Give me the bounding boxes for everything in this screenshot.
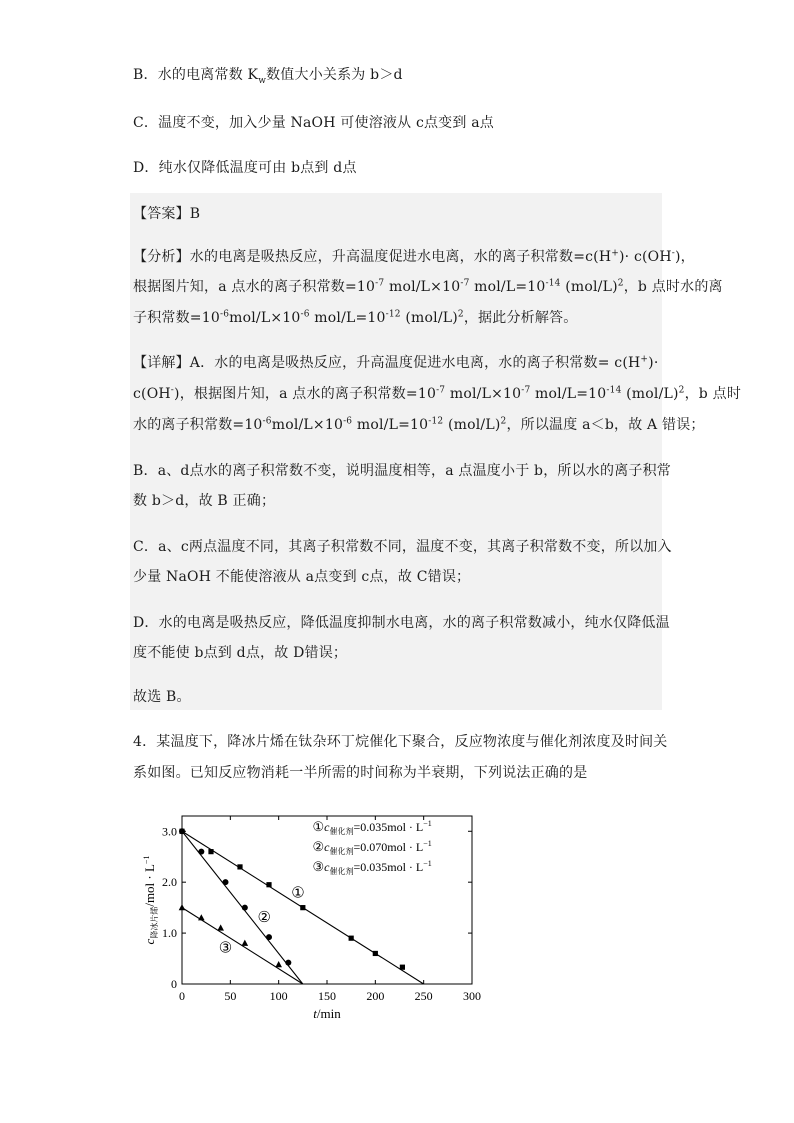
series-2-point bbox=[179, 828, 185, 834]
y-tick-label: 2.0 bbox=[162, 875, 177, 890]
detail-c-line-1: C．a、c两点温度不同，其离子积常数不同，温度不变，其离子积常数不变，所以加入 bbox=[133, 539, 672, 555]
option-c: C．温度不变，加入少量 NaOH 可使溶液从 c点变到 a点 bbox=[133, 115, 494, 131]
series-1-point bbox=[300, 905, 305, 910]
x-tick-label: 200 bbox=[366, 989, 385, 1003]
series-1-point bbox=[266, 882, 271, 887]
y-tick-label: 1.0 bbox=[162, 926, 177, 941]
detail-final: 故选 B。 bbox=[133, 689, 191, 705]
legend-entry-3: $③c_{催化剂}=0.035mol \cdot L^{-1}$ bbox=[312, 859, 432, 876]
detail-line-1: 【详解】A．水的电离是吸热反应，升高温度促进水电离，水的离子积常数= c(H+)· bbox=[133, 354, 659, 371]
detail-c-line-2: 少量 NaOH 不能使溶液从 a点变到 c点，故 C错误； bbox=[133, 569, 471, 585]
series-1-label: ① bbox=[291, 885, 305, 902]
x-axis-label: t/min bbox=[313, 1006, 341, 1021]
answer-shaded-block bbox=[130, 193, 662, 710]
x-tick-label: 300 bbox=[463, 989, 481, 1003]
legend-entry-2: $②c_{催化剂}=0.070mol \cdot L^{-1}$ bbox=[312, 839, 432, 856]
x-tick-label: 150 bbox=[318, 989, 336, 1003]
x-tick-label: 50 bbox=[224, 989, 237, 1003]
option-d: D．纯水仅降低温度可由 b点到 d点 bbox=[133, 160, 357, 176]
y-tick-label: 3.0 bbox=[162, 824, 177, 839]
x-tick-label: 250 bbox=[414, 989, 433, 1003]
series-2-point bbox=[198, 849, 204, 855]
series-3-point bbox=[179, 904, 186, 910]
detail-b-line-1: B．a、d点水的离子积常数不变，说明温度相等，a 点温度小于 b，所以水的离子积常 bbox=[133, 463, 672, 479]
y-axis-label: $c_{降冰片烯}$/mol · $L^{-1}$ bbox=[142, 855, 159, 945]
series-2-point bbox=[242, 905, 248, 911]
series-1-point bbox=[373, 951, 378, 956]
series-3-point bbox=[217, 924, 224, 930]
series-3-label: ③ bbox=[218, 940, 233, 957]
series-2-label: ② bbox=[257, 909, 271, 926]
detail-d-line-2: 度不能使 b点到 d点，故 D错误； bbox=[133, 645, 348, 661]
series-3-point bbox=[198, 914, 205, 920]
x-tick-label: 100 bbox=[269, 989, 288, 1003]
detail-b-line-2: 数 b＞d，故 B 正确； bbox=[133, 493, 276, 509]
question4-line-1: 4．某温度下，降冰片烯在钛杂环丁烷催化下聚合，反应物浓度与催化剂浓度及时间关 bbox=[133, 734, 668, 750]
series-2-point bbox=[223, 879, 229, 885]
series-1-point bbox=[400, 965, 405, 970]
series-2-point bbox=[285, 960, 291, 966]
x-tick-label: 0 bbox=[179, 989, 185, 1003]
kinetics-chart bbox=[140, 808, 490, 1030]
detail-d-line-1: D．水的电离是吸热反应，降低温度抑制水电离，水的离子积常数减小，纯水仅降低温 bbox=[133, 615, 670, 631]
detail-line-3: 水的离子积常数$=10^{-6}mol/L\times 10^{-6}$ mol/$L=10^{-12}$ $(mol/L)^2$，所以温度 a＜b，故 A 错误； bbox=[133, 416, 705, 433]
legend-entry-1: $①c_{催化剂}=0.035mol \cdot L^{-1}$ bbox=[312, 819, 432, 836]
detail-line-2: c(OH-)，根据图片知，a 点水的离子积常数$=10^{-7}$ mol/$L\times 10^{-7}$ mol/$L=10^{-14}$ $(mol/L)^2$，b 点时 bbox=[133, 385, 742, 402]
analysis-line-1: 【分析】水的电离是吸热反应，升高温度促进水电离，水的离子积常数=c(H+)· c(OH-)， bbox=[133, 248, 695, 265]
analysis-line-2: 根据图片知，a 点水的离子积常数$=10^{-7}$ mol/$L\times 10^{-7}$ mol/$L=10^{-14}$ $(mol/L)^2$，b 点时水的离 bbox=[133, 278, 723, 295]
series-3-point bbox=[275, 961, 282, 967]
y-tick-label: 0 bbox=[171, 977, 177, 991]
series-2-point bbox=[266, 934, 272, 940]
series-3-point bbox=[242, 940, 249, 946]
series-1-point bbox=[349, 936, 354, 941]
option-b: B．水的电离常数 $K_w$数值大小关系为 b＞d bbox=[133, 67, 403, 86]
analysis-line-3: 子积常数$=10^{-6}mol/L\times 10^{-6}$ mol/$L=10^{-12}$ $(mol/L)^2$，据此分析解答。 bbox=[133, 309, 578, 326]
series-1-point bbox=[237, 864, 242, 869]
series-1-point bbox=[208, 849, 213, 854]
answer-label: 【答案】B bbox=[133, 206, 201, 222]
question4-line-2: 系如图。已知反应物消耗一半所需的时间称为半衰期，下列说法正确的是 bbox=[133, 765, 588, 781]
